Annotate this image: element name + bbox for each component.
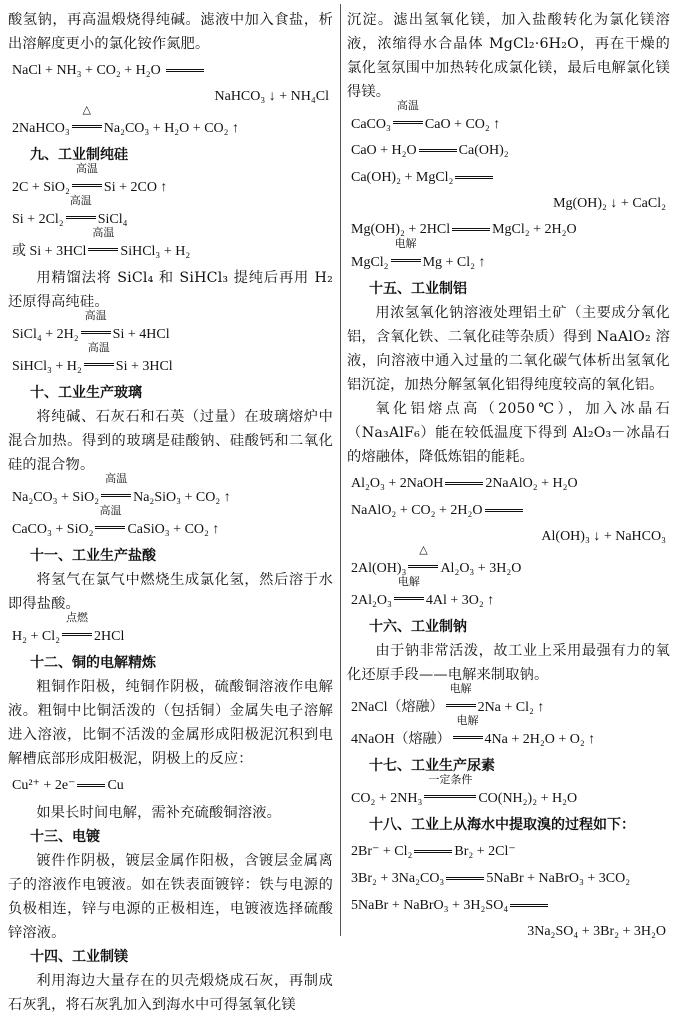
equals-sign — [166, 69, 204, 72]
equation-copper: Cu²⁺ + 2e⁻ Cu — [12, 778, 124, 793]
heading-electroplating: 十三、电镀 — [30, 829, 100, 845]
equals-sign — [414, 850, 452, 853]
reaction-condition: 高温 — [82, 354, 116, 370]
paragraph-glass: 将纯碱、石灰石和石英（过量）在玻璃熔炉中混合加热。得到的玻璃是硅酸钠、硅酸钙和二氧化硅的混合物。 — [8, 409, 333, 473]
equation-al-1: Al₂O₃ + 2NaOH 2NaAlO₂ + H₂O — [351, 476, 578, 491]
reaction-condition: 高温 — [86, 239, 120, 255]
heading-hydrochloric-acid: 十一、工业生产盐酸 — [30, 548, 156, 564]
paragraph-copper-2: 如果长时间电解，需补充硫酸铜溶液。 — [36, 805, 281, 821]
equation-mg-3: Ca(OH)₂ + MgCl₂ — [347, 166, 670, 190]
equation-al-4: 2Al₂O₃ 电解 4Al + 3O₂ ↑ — [351, 576, 495, 608]
equation-mg-3-products: Mg(OH)₂ ↓ + CaCl₂ — [553, 196, 666, 211]
left-column — [8, 8, 333, 1013]
equals-sign — [419, 149, 457, 152]
equation-si-1: 2C + SiO₂ 高温 Si + 2CO ↑ — [12, 163, 168, 195]
paragraph-magnesium-cont: 沉淀。滤出氢氧化镁，加入盐酸转化为氯化镁溶液，浓缩得水合晶体 MgCl₂·6H₂O，再在干燥的氯化氢氛围中加热转化成氯化镁，最后电解氯化镁得镁。 — [347, 12, 670, 100]
equals-sign — [446, 877, 484, 880]
paragraph-copper: 粗铜作阳极，纯铜作阴极，硫酸铜溶液作电解液。粗铜中比铜活泼的（包括铜）金属失电子溶解进入溶液，比铜不活泼的金属形成阳极泥沉积到电解槽底部形成阳极泥，阴极上的反应： — [8, 679, 333, 767]
right-column — [347, 8, 670, 940]
equation-lhs: 2NaHCO₃ — [12, 121, 70, 136]
equation-si-2: Si + 2Cl₂ 高温 SiCl₄ — [12, 195, 128, 227]
equation-nahco3-decompose — [8, 104, 333, 140]
equation-mg-5: MgCl₂ 电解 Mg + Cl₂ ↑ — [351, 238, 486, 270]
heading-glass: 十、工业生产玻璃 — [30, 385, 142, 401]
equation-br-3: 5NaBr + NaBrO₃ + 3H₂SO₄ — [347, 894, 670, 918]
reaction-condition: 点燃 — [60, 624, 94, 640]
equation-mg-2: CaO + H₂O Ca(OH)₂ — [351, 143, 509, 158]
heading-sodium: 十六、工业制钠 — [369, 619, 467, 635]
paragraph-magnesium: 利用海边大量存在的贝壳煅烧成石灰，再制成石灰乳，将石灰乳加入到海水中可得氢氧化镁 — [8, 973, 333, 1013]
equals-sign — [485, 509, 523, 512]
paragraph-aluminum-2: 氧化铝熔点高（2050℃），加入冰晶石（Na₃AlF₆）能在较低温度下得到 Al₂O₃－冰晶石的熔融体，降低炼铝的能耗。 — [347, 401, 670, 465]
equation-al-2: NaAlO₂ + CO₂ + 2H₂O — [347, 499, 670, 523]
equation-mg-4: Mg(OH)₂ + 2HCl MgCl₂ + 2H₂O — [351, 222, 577, 237]
equation-urea: CO₂ + 2NH₃ 一定条件 CO(NH₂)₂ + H₂O — [351, 774, 578, 806]
equation-al-3: 2Al(OH)₃ △ Al₂O₃ + 3H₂O — [351, 544, 522, 576]
reaction-condition: △ — [406, 556, 440, 572]
equals-sign — [510, 904, 548, 907]
paragraph-sodium: 由于钠非常活泼，故工业上采用最强有力的氧化还原手段——电解来制取钠。 — [347, 643, 670, 683]
paragraph-electroplating: 镀件作阴极，镀层金属作阳极，含镀层金属离子的溶液作电镀液。如在铁表面镀锌：铁与电源的负极相连，锌与电源的正极相连，电镀液选择硫酸锌溶液。 — [8, 853, 333, 941]
equals-sign — [452, 228, 490, 231]
reaction-condition: 一定条件 — [422, 786, 478, 802]
heading-magnesium: 十四、工业制镁 — [30, 949, 128, 965]
reaction-condition: 电解 — [451, 727, 485, 743]
equation-na-2: 4NaOH（熔融） 电解 4Na + 2H₂O + O₂ ↑ — [351, 715, 596, 747]
equation-br-2: 3Br₂ + 3Na₂CO₃ 5NaBr + NaBrO₃ + 3CO₂ — [351, 871, 631, 886]
equation-glass-2: CaCO₃ + SiO₂ 高温 CaSiO₃ + CO₂ ↑ — [12, 505, 220, 537]
equation-rhs: Na₂CO₃ + H₂O + CO₂ ↑ — [103, 121, 240, 136]
equation-nahco3-products: NaHCO₃ ↓ + NH₄Cl — [214, 89, 329, 104]
equals-sign — [77, 784, 105, 787]
reaction-condition: 高温 — [64, 207, 98, 223]
column-divider — [340, 4, 341, 936]
reaction-condition: 高温 — [93, 517, 127, 533]
equation-br-1: 2Br⁻ + Cl₂ Br₂ + 2Cl⁻ — [351, 844, 516, 859]
paragraph-hcl: 将氢气在氯气中燃烧生成氯化氢，然后溶于水即得盐酸。 — [8, 572, 333, 612]
equation-br-3-products: 3Na₂SO₄ + 3Br₂ + 3H₂O — [527, 924, 666, 939]
equation-mg-1: CaCO₃ 高温 CaO + CO₂ ↑ — [351, 100, 501, 132]
equation-glass-1: Na₂CO₃ + SiO₂ 高温 Na₂SiO₃ + CO₂ ↑ — [12, 473, 231, 505]
reaction-condition: 电解 — [444, 695, 478, 711]
paragraph-silicon: 用精馏法将 SiCl₄ 和 SiHCl₃ 提纯后再用 H₂ 还原得高纯硅。 — [8, 270, 333, 310]
heading-aluminum: 十五、工业制铝 — [369, 281, 467, 297]
paragraph-aluminum-1: 用浓氢氧化钠溶液处理铝土矿（主要成分氧化铝，含氧化铁、二氧化硅等杂质）得到 NaAlO₂ 溶液，向溶液中通入过量的二氧化碳气体析出氢氧化铝沉淀，加热分解氢氧化铝得纯度较高的氧化铝。 — [347, 305, 670, 393]
equation-si-5: SiHCl₃ + H₂ 高温 Si + 3HCl — [12, 342, 173, 374]
reaction-condition: 高温 — [99, 485, 133, 501]
equation-si-4: SiCl₄ + 2H₂ 高温 Si + 4HCl — [12, 310, 170, 342]
reaction-condition: 高温 — [79, 322, 113, 338]
reaction-condition: 电解 — [392, 588, 426, 604]
reaction-condition: △ — [70, 116, 104, 132]
heading-pure-silicon: 九、工业制纯硅 — [30, 147, 128, 163]
equation-na-1: 2NaCl（熔融） 电解 2Na + Cl₂ ↑ — [351, 683, 545, 715]
reaction-condition: 高温 — [391, 112, 425, 128]
reaction-condition: 高温 — [70, 175, 104, 191]
equation-lhs: NaCl + NH₃ + CO₂ + H₂O — [12, 63, 161, 78]
equation-hcl: H₂ + Cl₂ 点燃 2HCl — [12, 612, 125, 644]
equation-al-2-products: Al(OH)₃ ↓ + NaHCO₃ — [541, 529, 666, 544]
reaction-condition: 电解 — [389, 250, 423, 266]
heading-copper-refining: 十二、铜的电解精炼 — [30, 655, 156, 671]
equation-nahco3 — [8, 59, 333, 83]
heading-bromine: 十八、工业上从海水中提取溴的过程如下： — [369, 817, 635, 833]
equation-si-3: 或 Si + 3HCl 高温 SiHCl₃ + H₂ — [12, 227, 191, 259]
heading-urea: 十七、工业生产尿素 — [369, 758, 495, 774]
paragraph-intro: 酸氢钠，再高温煅烧得纯碱。滤液中加入食盐，析出溶解度更小的氯化铵作氮肥。 — [8, 12, 333, 52]
equals-sign — [455, 176, 493, 179]
equals-sign — [445, 482, 483, 485]
